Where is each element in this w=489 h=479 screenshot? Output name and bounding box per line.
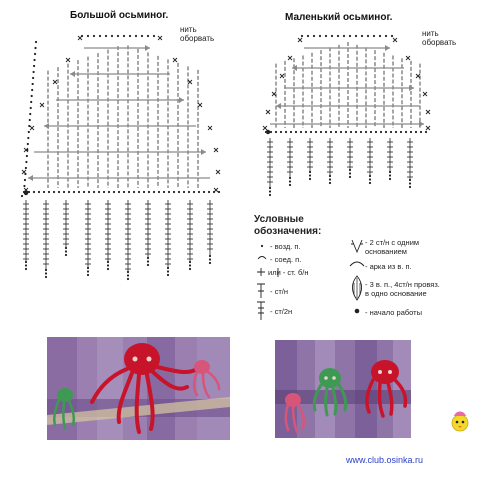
chain-stitch-dot <box>269 190 271 192</box>
chain-stitch-dot <box>135 35 137 37</box>
chain-stitch-dot <box>295 131 297 133</box>
chain-stitch-dot <box>380 131 382 133</box>
sc-cross <box>188 80 192 84</box>
dc-symbol <box>257 284 265 298</box>
sc-cross <box>272 92 276 96</box>
chain-stitch-dot <box>73 191 75 193</box>
chain-stitch-dot <box>261 245 263 247</box>
big-octopus-title: Большой осьминог. <box>70 10 169 21</box>
legend-cluster: - 3 в. п., 4ст/н провяз. в одно основание <box>365 280 440 298</box>
chain-stitch-dot <box>289 184 291 186</box>
chain-stitch-dot <box>34 53 36 55</box>
chain-stitch-dot <box>63 191 65 193</box>
chain-stitch-dot <box>23 185 25 187</box>
legend-treble-crochet: - ст/2н <box>270 307 293 316</box>
chain-stitch-dot <box>29 119 31 121</box>
chain-stitch-dot <box>275 131 277 133</box>
row-arrow-head <box>409 85 414 91</box>
chain-stitch-dot <box>33 71 35 73</box>
chain-stitch-dot <box>33 191 35 193</box>
legend-two-dc-one-base: - 2 ст/н с одним основанием <box>365 238 420 256</box>
chain-stitch-dot <box>141 35 143 37</box>
sc-cross <box>288 56 292 60</box>
chain-stitch-dot <box>310 131 312 133</box>
row-arrow-head <box>145 45 150 51</box>
sc-cross <box>53 80 57 84</box>
chain-stitch-dot <box>107 264 109 266</box>
chick-emoticon-icon <box>448 408 472 434</box>
chain-stitch-dot <box>370 131 372 133</box>
chain-stitch-dot <box>128 191 130 193</box>
chain-stitch-dot <box>99 35 101 37</box>
row-arrow-head <box>70 71 75 77</box>
chain-stitch-dot <box>178 191 180 193</box>
small-octopus-diagram <box>263 35 430 196</box>
chain-stitch-dot <box>53 191 55 193</box>
chain-stitch-dot <box>335 131 337 133</box>
chain-stitch-dot <box>367 35 369 37</box>
chain-stitch-dot <box>27 143 29 145</box>
chain-stitch-dot <box>24 173 26 175</box>
chain-stitch-dot <box>343 35 345 37</box>
legend-double-crochet: - ст/н <box>270 287 288 296</box>
chain-stitch-dot <box>43 191 45 193</box>
tr-symbol <box>257 302 265 320</box>
chain-stitch-dot <box>25 167 27 169</box>
chain-stitch-dot <box>203 191 205 193</box>
chain-stitch-dot <box>361 35 363 37</box>
sc-cross <box>426 110 430 114</box>
chain-stitch-dot <box>410 131 412 133</box>
chain-stitch-dot <box>373 35 375 37</box>
arch-symbol <box>350 262 364 266</box>
chain-stitch-dot <box>93 191 95 193</box>
chain-stitch-dot <box>24 179 26 181</box>
chain-stitch-dot <box>355 131 357 133</box>
sc-cross <box>280 74 284 78</box>
chain-stitch-dot <box>290 131 292 133</box>
chain-stitch-dot <box>127 274 129 276</box>
chain-stitch-dot <box>111 35 113 37</box>
chain-stitch-dot <box>68 191 70 193</box>
chain-stitch-dot <box>107 268 109 270</box>
chain-stitch-dot <box>32 77 34 79</box>
chain-stitch-dot <box>168 191 170 193</box>
sc-cross <box>214 148 218 152</box>
chain-stitch-dot <box>193 191 195 193</box>
sc-cross <box>266 110 270 114</box>
chain-stitch-dot <box>81 35 83 37</box>
chain-stitch-dot <box>389 174 391 176</box>
start-marker <box>266 130 270 134</box>
small-octopus-photo <box>275 340 411 438</box>
row-arrow-head <box>419 121 424 127</box>
chain-stitch-dot <box>28 131 30 133</box>
chain-stitch-dot <box>123 35 125 37</box>
chain-stitch-dot <box>153 35 155 37</box>
chain-stitch-dot <box>117 35 119 37</box>
chain-stitch-dot <box>173 191 175 193</box>
sc-cross <box>406 56 410 60</box>
legend-start: - начало работы <box>365 308 422 317</box>
chain-stitch-dot <box>409 179 411 181</box>
sc-cross <box>426 126 430 130</box>
chain-stitch-dot <box>133 191 135 193</box>
two-dc-one-base-symbol <box>351 240 363 252</box>
chain-stitch-dot <box>305 131 307 133</box>
chain-stitch-dot <box>113 191 115 193</box>
chain-stitch-dot <box>300 131 302 133</box>
chain-stitch-dot <box>379 35 381 37</box>
legend-single-crochet: или - ст. б/н <box>268 268 309 277</box>
chain-stitch-dot <box>420 131 422 133</box>
chain-stitch-dot <box>87 35 89 37</box>
chain-stitch-dot <box>30 107 32 109</box>
chain-stitch-dot <box>375 131 377 133</box>
row-arrow-head <box>292 65 297 71</box>
chain-stitch-dot <box>389 171 391 173</box>
sc-cross <box>30 126 34 130</box>
chain-stitch-dot <box>369 178 371 180</box>
chain-stitch-dot <box>319 35 321 37</box>
chain-stitch-dot <box>425 131 427 133</box>
chain-stitch-dot <box>189 264 191 266</box>
chain-stitch-dot <box>409 186 411 188</box>
chain-stitch-dot <box>65 250 67 252</box>
sc-cross <box>173 58 177 62</box>
chain-stitch-dot <box>118 191 120 193</box>
chain-stitch-dot <box>93 35 95 37</box>
start-marker <box>24 191 28 195</box>
chain-stitch-dot <box>83 191 85 193</box>
chain-stitch-dot <box>337 35 339 37</box>
small-octopus-title: Маленький осьминог. <box>285 12 393 23</box>
chain-stitch-dot <box>189 268 191 270</box>
chain-stitch-dot <box>21 195 23 197</box>
sc-cross <box>423 92 427 96</box>
chain-stitch-dot <box>129 35 131 37</box>
chain-stitch-dot <box>209 262 211 264</box>
chain-stitch-dot <box>27 137 29 139</box>
sc-cross <box>198 103 202 107</box>
chain-stitch-dot <box>45 276 47 278</box>
tear-thread-note-big: нить оборвать <box>180 25 215 43</box>
chain-stitch-dot <box>158 191 160 193</box>
chain-stitch-dot <box>365 131 367 133</box>
chain-stitch-dot <box>35 41 37 43</box>
chain-stitch-dot <box>330 131 332 133</box>
sc-cross <box>393 38 397 42</box>
chain-stitch-dot <box>163 191 165 193</box>
chain-stitch-dot <box>315 131 317 133</box>
chain-stitch-dot <box>127 271 129 273</box>
sc-cross <box>298 38 302 42</box>
chain-stitch-dot <box>123 191 125 193</box>
chain-stitch-dot <box>32 83 34 85</box>
chain-stitch-dot <box>34 47 36 49</box>
chain-stitch-dot <box>301 35 303 37</box>
chain-stitch-dot <box>30 101 32 103</box>
chain-stitch-dot <box>127 278 129 280</box>
chain-stitch-dot <box>167 274 169 276</box>
chain-stitch-dot <box>270 131 272 133</box>
legend-title: Условные обозначения: <box>254 214 322 237</box>
chain-stitch-dot <box>345 131 347 133</box>
chain-stitch-dot <box>188 191 190 193</box>
chain-stitch-dot <box>331 35 333 37</box>
chain-stitch-dot <box>147 260 149 262</box>
chain-stitch-dot <box>390 131 392 133</box>
chain-stitch-dot <box>289 177 291 179</box>
site-url-link[interactable]: www.club.osinka.ru <box>346 455 424 465</box>
chain-stitch-dot <box>415 131 417 133</box>
chain-stitch-dot <box>45 272 47 274</box>
chain-stitch-dot <box>340 131 342 133</box>
sc-cross <box>66 58 70 62</box>
chain-stitch-dot <box>147 35 149 37</box>
big-octopus-diagram <box>21 35 220 280</box>
chain-stitch-dot <box>58 191 60 193</box>
chain-stitch-dot <box>147 257 149 259</box>
chain-stitch-dot <box>28 125 30 127</box>
chain-stitch-dot <box>349 35 351 37</box>
chain-stitch-dot <box>103 191 105 193</box>
chain-stitch-dot <box>28 191 30 193</box>
chain-stitch-dot <box>385 35 387 37</box>
chain-stitch-dot <box>329 178 331 180</box>
sc-cross <box>416 74 420 78</box>
chain-stitch-dot <box>98 191 100 193</box>
big-octopus-photo <box>47 337 230 440</box>
sc-plus-symbol <box>257 268 265 276</box>
chain-stitch-dot <box>88 191 90 193</box>
chain-stitch-dot <box>105 35 107 37</box>
cluster-lines <box>354 278 360 298</box>
chain-stitch-dot <box>147 264 149 266</box>
chain-stitch-dot <box>87 270 89 272</box>
chain-stitch-dot <box>26 155 28 157</box>
chain-stitch-dot <box>309 174 311 176</box>
chain-stitch-dot <box>349 176 351 178</box>
chain-stitch-dot <box>48 191 50 193</box>
row-arrow-head <box>179 97 184 103</box>
chain-stitch-dot <box>360 131 362 133</box>
row-arrow-head <box>276 103 281 109</box>
chain-stitch-dot <box>167 267 169 269</box>
legend-slip-stitch: - соед. п. <box>270 255 302 264</box>
chain-stitch-dot <box>31 89 33 91</box>
chain-stitch-dot <box>218 191 220 193</box>
chain-stitch-dot <box>385 131 387 133</box>
legend-chain-arch: - арка из в. п. <box>365 262 412 271</box>
chain-stitch-dot <box>309 178 311 180</box>
chain-stitch-dot <box>31 95 33 97</box>
chain-stitch-dot <box>153 191 155 193</box>
chain-stitch-dot <box>38 191 40 193</box>
chain-stitch-dot <box>329 182 331 184</box>
chain-stitch-dot <box>213 191 215 193</box>
chain-stitch-dot <box>280 131 282 133</box>
chain-stitch-dot <box>45 269 47 271</box>
chain-stitch-dot <box>26 149 28 151</box>
chain-stitch-dot <box>349 169 351 171</box>
chain-stitch-dot <box>209 258 211 260</box>
sc-cross <box>216 170 220 174</box>
tear-thread-note-small: нить оборвать <box>422 29 457 47</box>
sc-cross <box>158 36 162 40</box>
chain-stitch-dot <box>189 261 191 263</box>
chain-stitch-dot <box>183 191 185 193</box>
chain-stitch-dot <box>307 35 309 37</box>
chain-stitch-dot <box>369 182 371 184</box>
chain-stitch-dot <box>269 194 271 196</box>
chain-stitch-dot <box>29 113 31 115</box>
chain-stitch-dot <box>313 35 315 37</box>
chain-stitch-dot <box>33 65 35 67</box>
chain-stitch-dot <box>409 182 411 184</box>
chain-stitch-dot <box>87 267 89 269</box>
chain-stitch-dot <box>208 191 210 193</box>
sc-cross <box>208 126 212 130</box>
chain-stitch-dot <box>65 247 67 249</box>
chain-stitch-dot <box>143 191 145 193</box>
chain-stitch-dot <box>108 191 110 193</box>
chain-stitch-dot <box>285 131 287 133</box>
sc-cross <box>40 103 44 107</box>
chain-stitch-dot <box>25 161 27 163</box>
row-arrow-head <box>44 123 49 129</box>
chain-stitch-dot <box>78 191 80 193</box>
chain-stitch-dot <box>138 191 140 193</box>
chain-stitch-dot <box>167 270 169 272</box>
row-arrow-head <box>28 175 33 181</box>
chain-stitch-dot <box>329 175 331 177</box>
chain-stitch-dot <box>25 261 27 263</box>
row-arrow-head <box>201 149 206 155</box>
sc-cross <box>263 126 267 130</box>
chain-stitch-dot <box>269 187 271 189</box>
chain-stitch-dot <box>107 261 109 263</box>
chain-stitch-dot <box>400 131 402 133</box>
legend-chain: - возд. п. <box>270 242 301 251</box>
chain-stitch-dot <box>198 191 200 193</box>
slip-stitch-symbol <box>258 257 266 260</box>
chain-stitch-dot <box>355 35 357 37</box>
chain-stitch-dot <box>369 175 371 177</box>
chain-stitch-dot <box>389 178 391 180</box>
chain-stitch-dot <box>325 131 327 133</box>
start-symbol <box>355 309 360 314</box>
chain-stitch-dot <box>289 180 291 182</box>
chain-stitch-dot <box>65 254 67 256</box>
chain-stitch-dot <box>349 172 351 174</box>
chain-stitch-dot <box>25 268 27 270</box>
chain-stitch-dot <box>320 131 322 133</box>
chain-stitch-dot <box>391 35 393 37</box>
chain-stitch-dot <box>309 171 311 173</box>
chain-stitch-dot <box>209 255 211 257</box>
chain-stitch-dot <box>405 131 407 133</box>
chain-stitch-dot <box>350 131 352 133</box>
chain-stitch-dot <box>25 264 27 266</box>
chain-stitch-dot <box>325 35 327 37</box>
row-arrow-head <box>385 45 390 51</box>
chain-stitch-dot <box>148 191 150 193</box>
chain-stitch-dot <box>33 59 35 61</box>
chain-stitch-dot <box>395 131 397 133</box>
chain-stitch-dot <box>87 274 89 276</box>
